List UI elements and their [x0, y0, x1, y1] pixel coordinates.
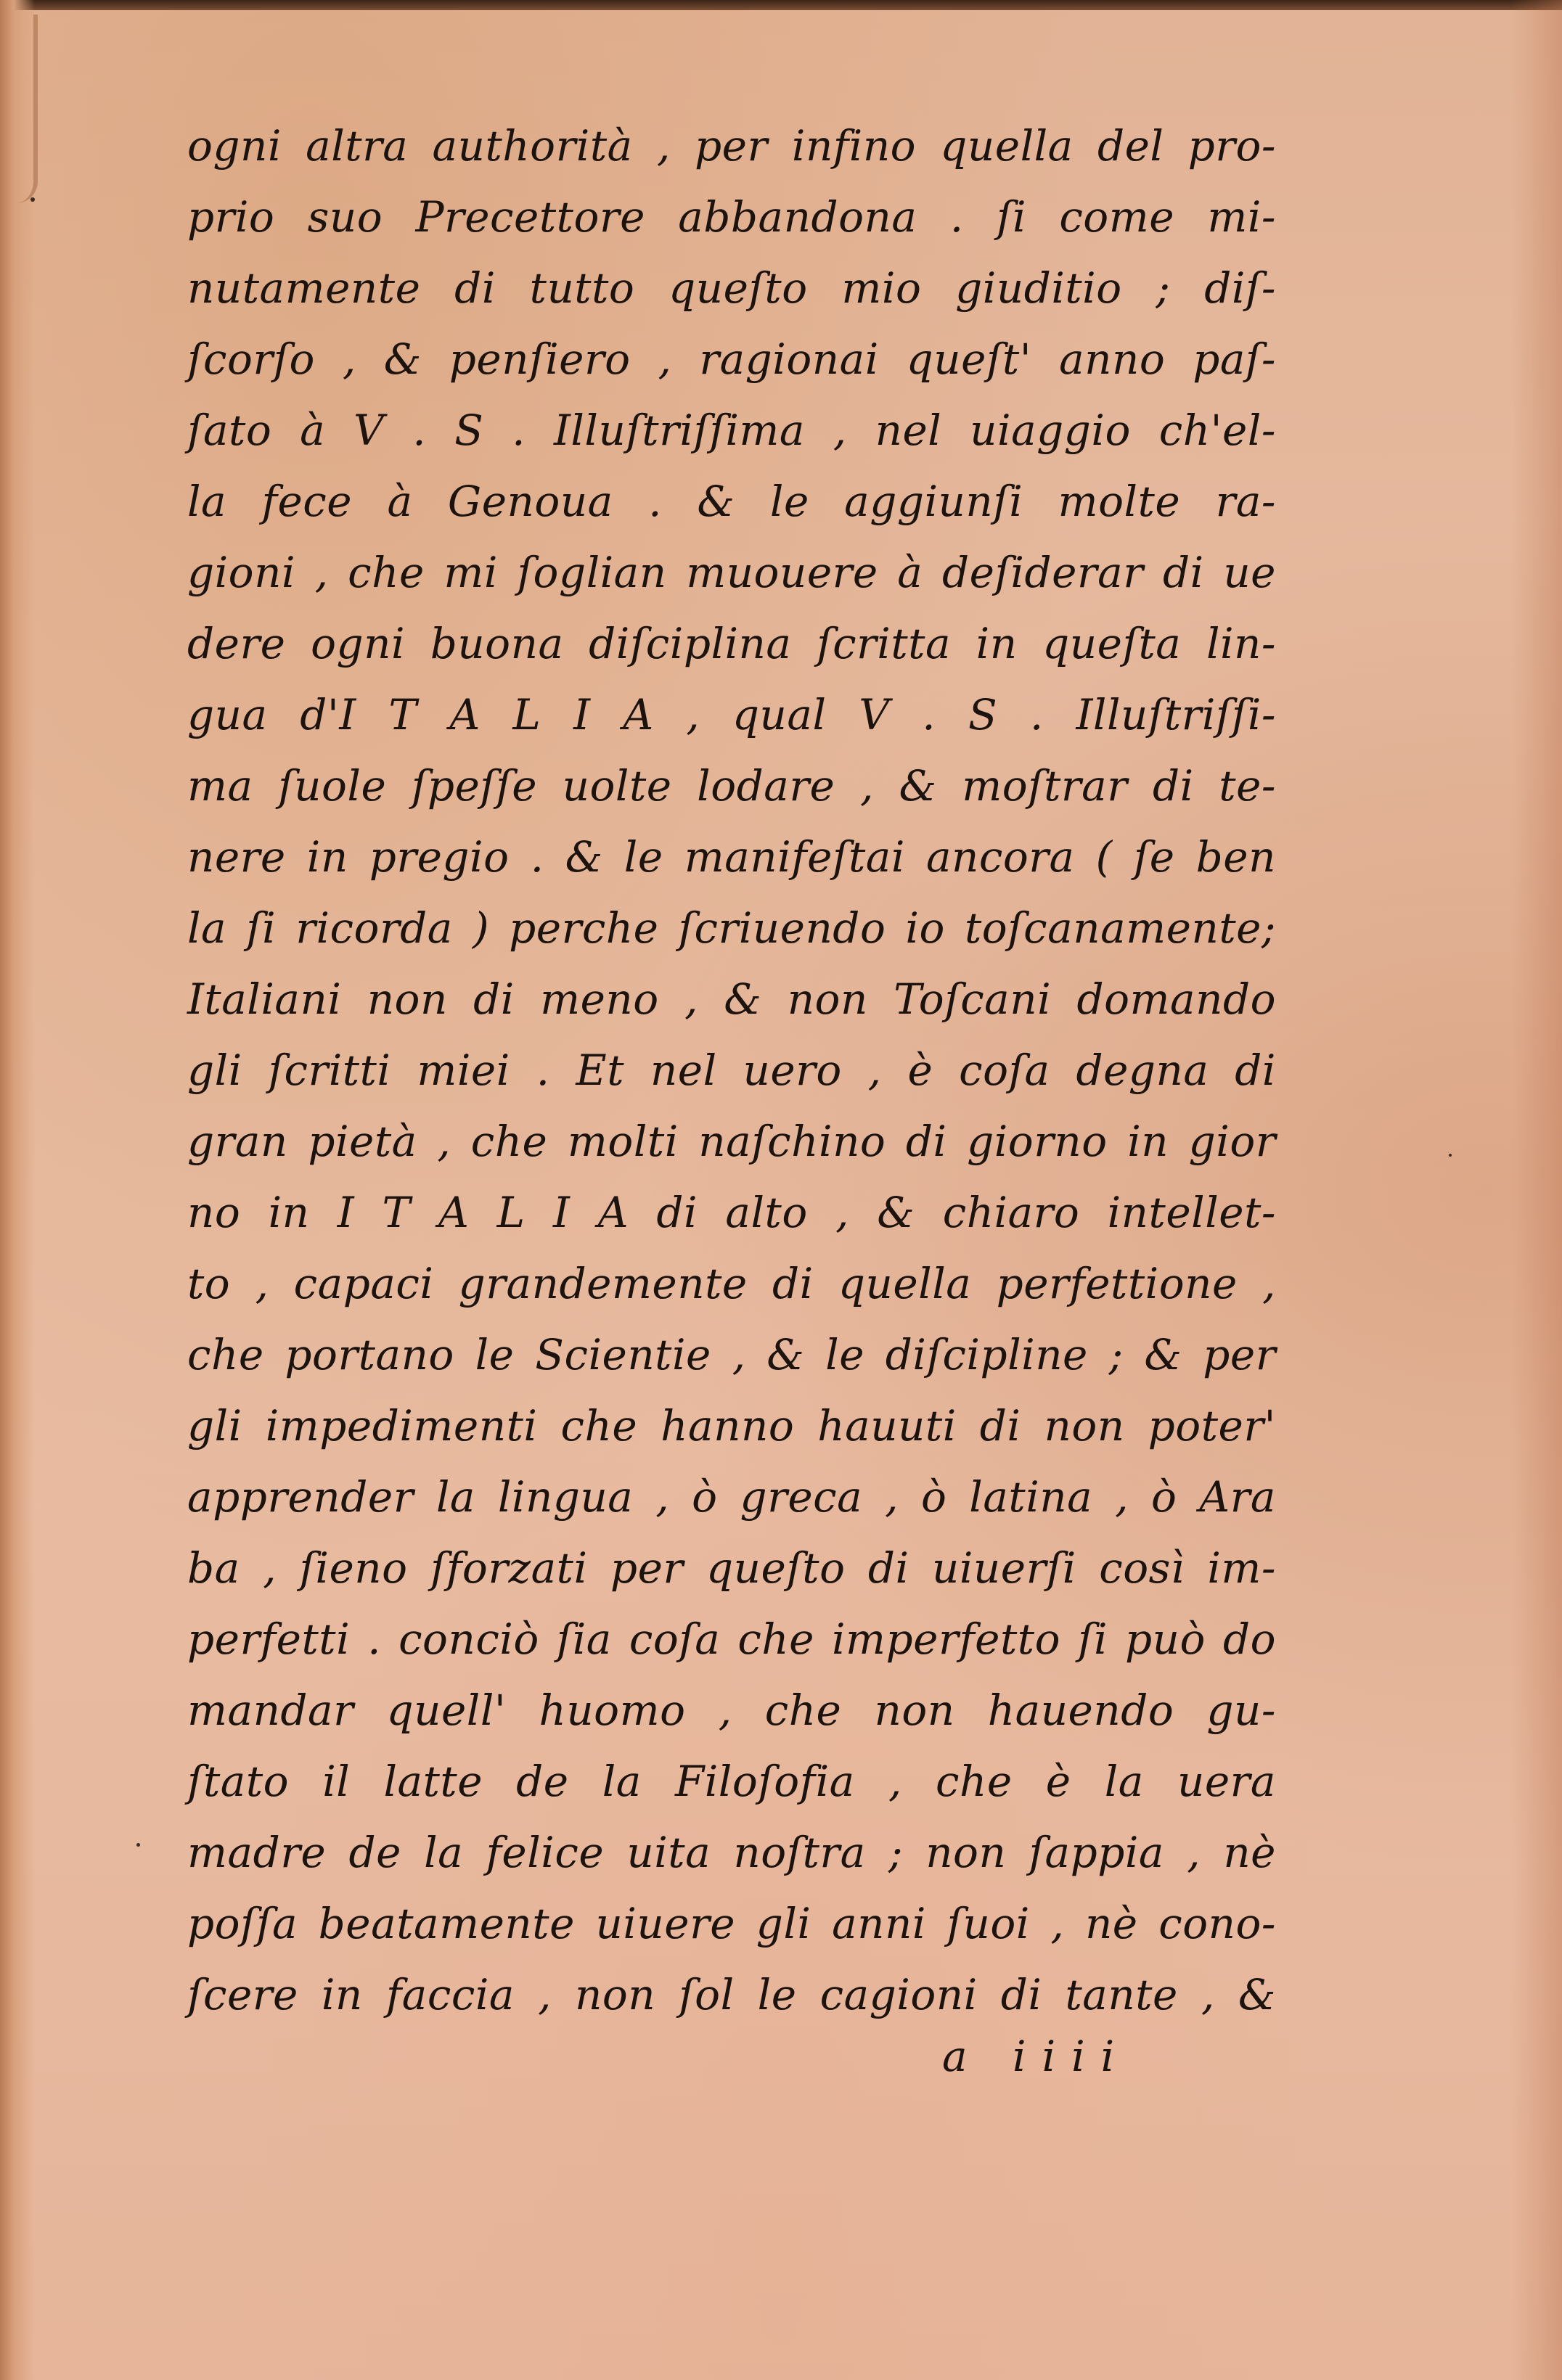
text-line: gli impedimenti che hanno hauuti di non poter' — [187, 1401, 1276, 1450]
text-line: gli ſcritti miei . Et nel uero , è coſa degna di — [187, 1046, 1276, 1095]
page-right-shadow — [1511, 0, 1562, 2380]
text-line: gioni , che mi ſoglian muouere à deſiderar di ue — [187, 548, 1276, 597]
text-line: ſtato il latte de la Filoſofia , che è la uera — [187, 1757, 1276, 1806]
text-line: ſcorſo , & penſiero , ragionai queſt' anno paſ- — [187, 335, 1276, 384]
text-line: nutamente di tutto queſto mio giuditio ; diſ- — [187, 263, 1276, 313]
text-line: ma ſuole ſpeſſe uolte lodare , & moſtrar di te- — [187, 761, 1276, 811]
text-line: ba , ſieno ſforzati per queſto di uiuerſi così im- — [187, 1543, 1276, 1593]
ink-speck — [30, 197, 35, 202]
text-line: che portano le Scientie , & le diſcipline ; & per — [187, 1330, 1276, 1379]
text-line: apprender la lingua , ò greca , ò latina , ò Ara — [187, 1472, 1276, 1522]
page-fold-crease — [13, 15, 38, 203]
page-binding-edge — [0, 0, 35, 2380]
text-line: dere ogni buona diſciplina ſcritta in queſta lin- — [187, 619, 1276, 668]
text-line: gua d'I T A L I A , qual V . S . Illuſtriſſi- — [187, 690, 1276, 739]
text-line: ſcere in faccia , non ſol le cagioni di tante , & — [187, 1970, 1276, 2019]
text-line: Italiani non di meno , & non Toſcani domando — [187, 974, 1276, 1024]
text-line: poſſa beatamente uiuere gli anni ſuoi , nè cono- — [187, 1899, 1276, 1948]
page-top-edge — [0, 0, 1562, 10]
text-line: mandar quell' huomo , che non hauendo gu- — [187, 1686, 1276, 1735]
text-line: gran pietà , che molti naſchino di giorno in gior — [187, 1117, 1276, 1166]
body-text — [187, 110, 1276, 2030]
text-line: to , capaci grandemente di quella perfettione , — [187, 1259, 1276, 1308]
ink-speck — [136, 1843, 140, 1847]
text-line: prio suo Precettore abbandona . ſi come mi- — [187, 192, 1276, 242]
text-line: perfetti . conciò ſia coſa che imperfetto ſi può do — [187, 1614, 1276, 1664]
signature-mark: a iiii — [942, 2032, 1131, 2081]
text-line: madre de la felice uita noſtra ; non ſappia , nè — [187, 1828, 1276, 1877]
ink-speck — [1449, 1154, 1452, 1157]
text-line: ogni altra authorità , per infino quella del pro- — [187, 121, 1276, 171]
text-line: no in I T A L I A di alto , & chiaro intellet- — [187, 1188, 1276, 1237]
text-line: nere in pregio . & le manifeſtai ancora ( ſe ben — [187, 832, 1276, 882]
text-line: la ſi ricorda ) perche ſcriuendo io toſcanamente; — [187, 903, 1276, 953]
text-line: la fece à Genoua . & le aggiunſi molte ra- — [187, 477, 1276, 526]
text-line: ſato à V . S . Illuſtriſſima , nel uiaggio ch'el- — [187, 406, 1276, 455]
